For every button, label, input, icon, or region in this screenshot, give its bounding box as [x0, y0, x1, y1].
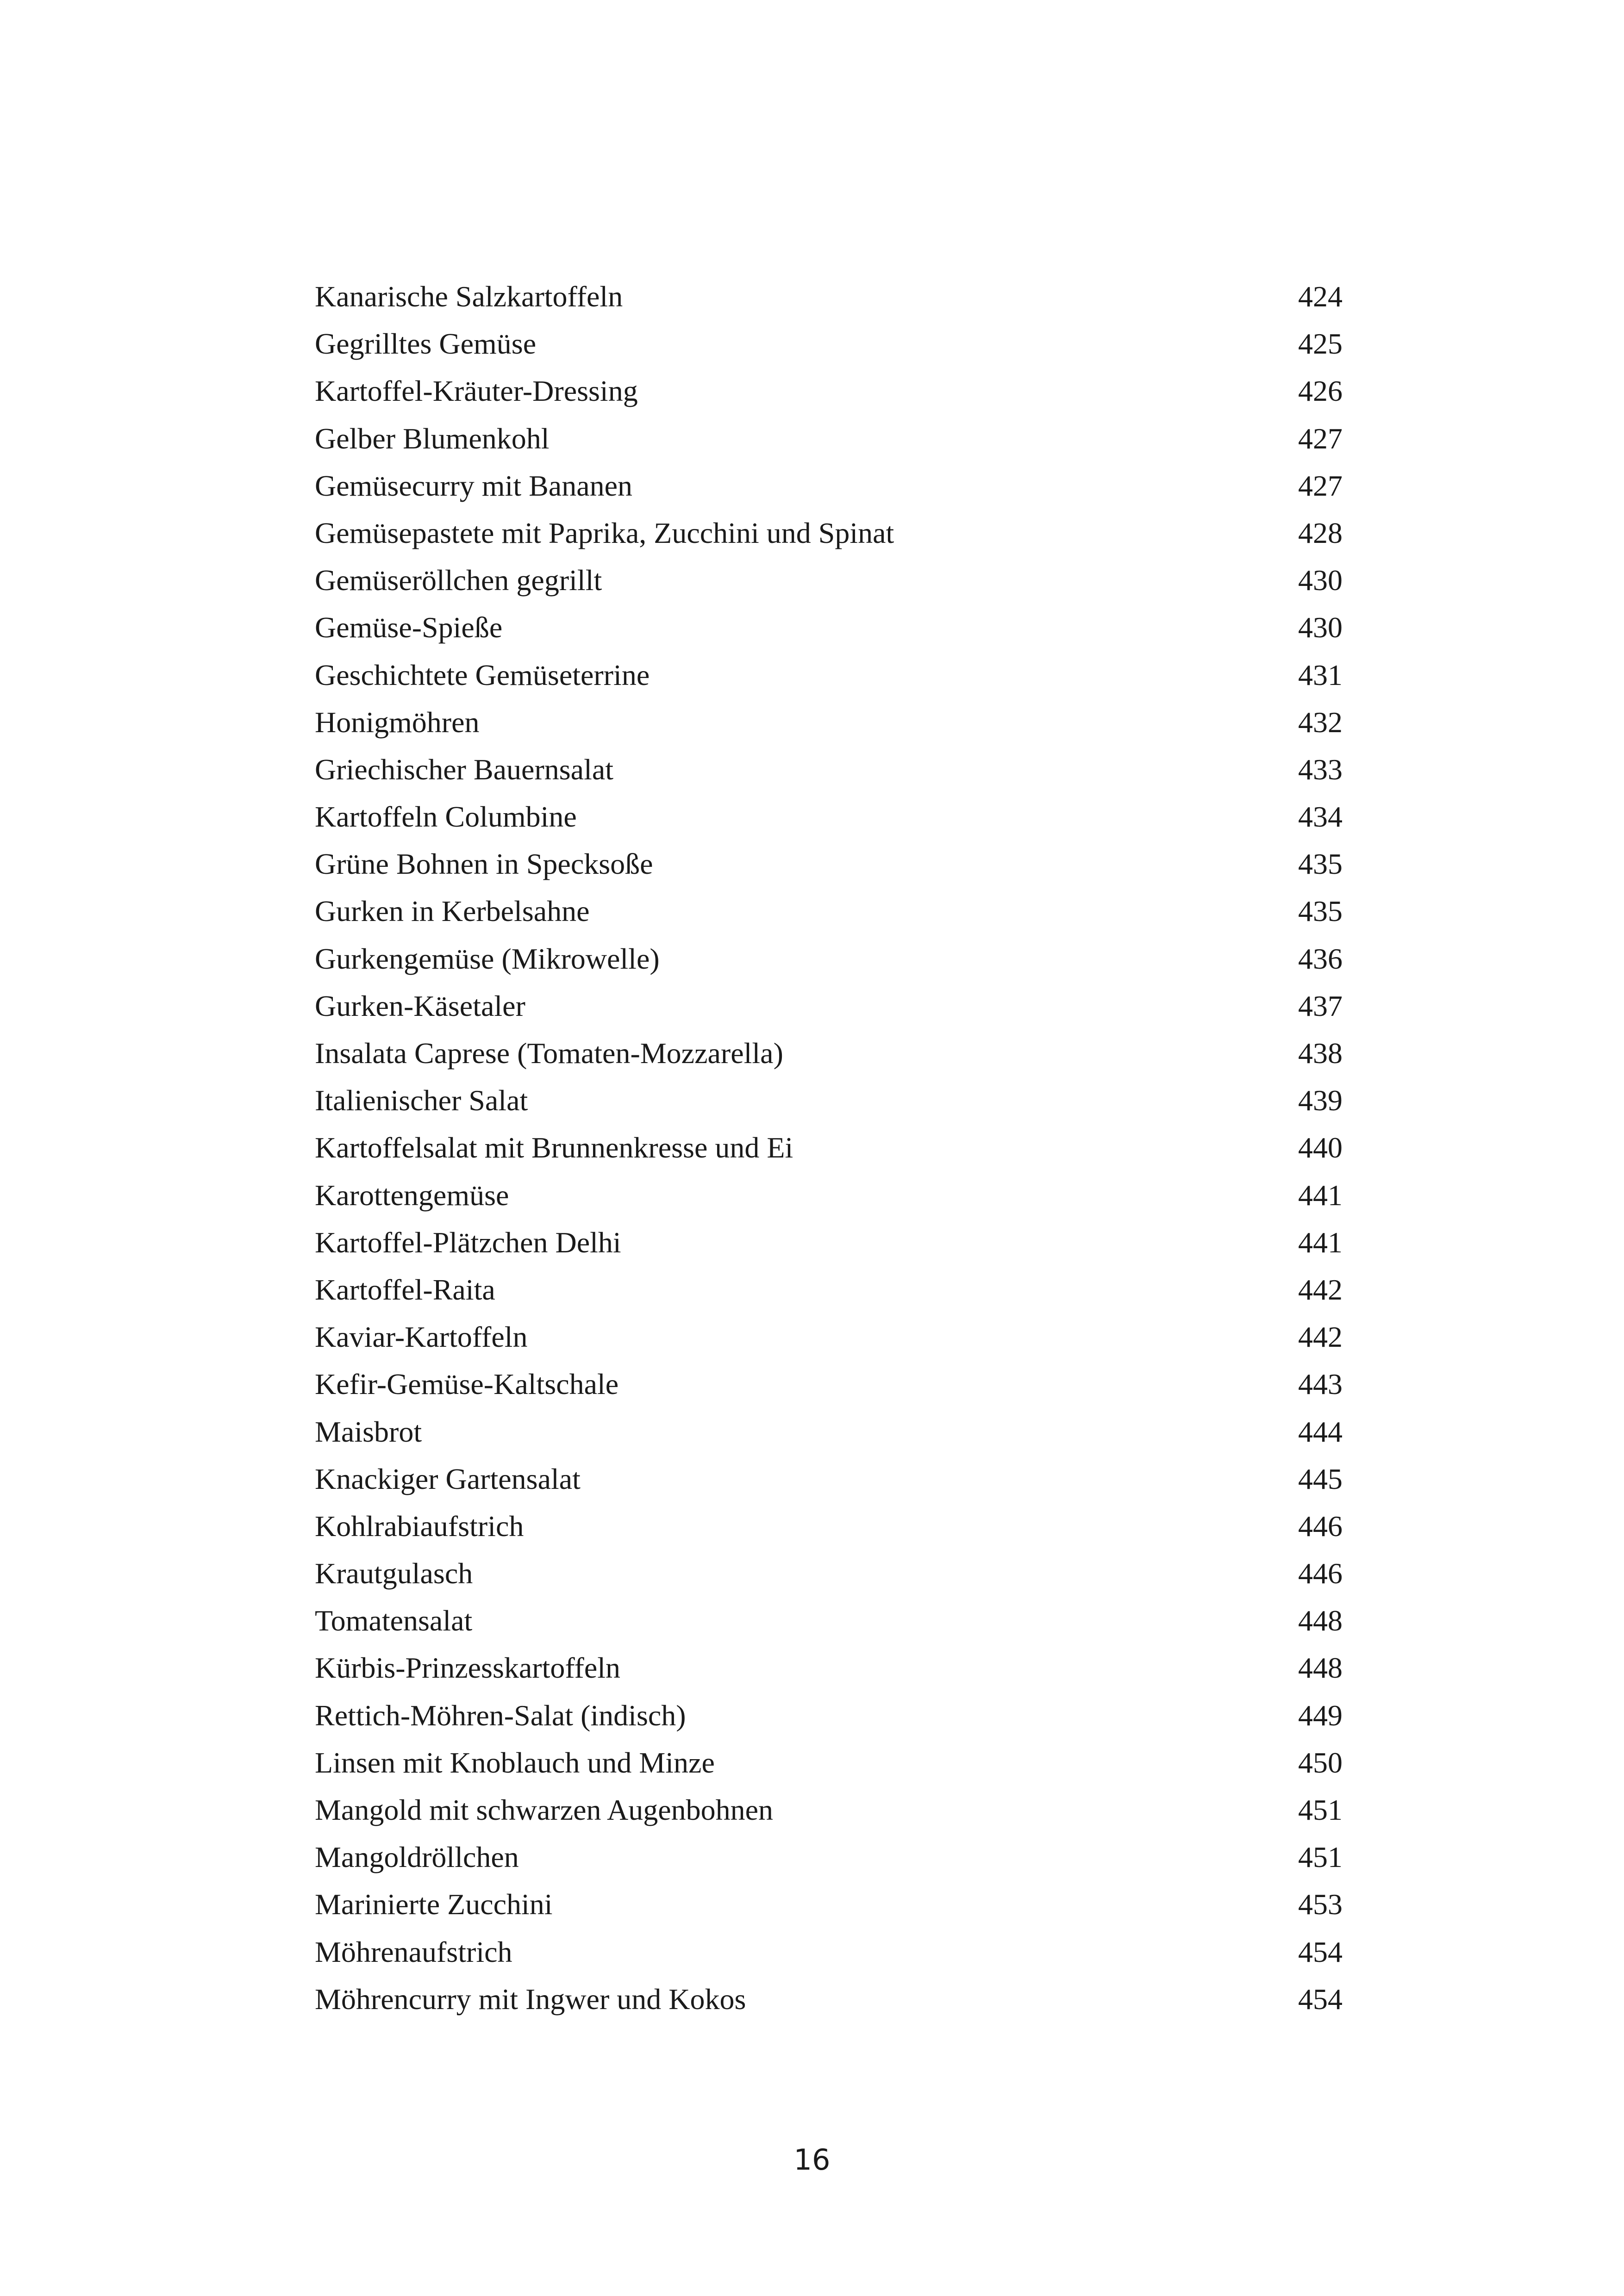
toc-entry	[315, 557, 1343, 604]
toc-entry-title: Gelber Blumenkohl	[315, 422, 550, 455]
toc-entry-title: Kartoffel-Raita	[315, 1273, 495, 1306]
toc-entry-title: Möhrenaufstrich	[315, 1935, 512, 1968]
toc-entry	[315, 510, 1343, 557]
toc-entry-page: 441	[1298, 1178, 1343, 1212]
toc-entry-page: 441	[1298, 1226, 1343, 1259]
toc-entry-title: Kefir-Gemüse-Kaltschale	[315, 1368, 619, 1401]
toc-entry-title: Linsen mit Knoblauch und Minze	[315, 1746, 715, 1779]
toc-entry-title: Kartoffel-Kräuter-Dressing	[315, 374, 638, 408]
table-of-contents	[315, 273, 1343, 2023]
toc-entry-page: 446	[1298, 1557, 1343, 1590]
toc-entry-page: 442	[1298, 1320, 1343, 1354]
toc-entry-page: 451	[1298, 1793, 1343, 1826]
toc-entry	[315, 273, 1343, 320]
toc-entry-title: Kartoffel-Plätzchen Delhi	[315, 1226, 621, 1259]
toc-entry-page: 432	[1298, 705, 1343, 739]
toc-entry	[315, 1266, 1343, 1313]
toc-entry-title: Grüne Bohnen in Specksoße	[315, 847, 653, 881]
toc-entry-title: Gemüsepastete mit Paprika, Zucchini und Spinat	[315, 516, 894, 549]
toc-entry-page: 430	[1298, 564, 1343, 597]
toc-entry	[315, 888, 1343, 935]
toc-entry	[315, 415, 1343, 462]
toc-entry	[315, 935, 1343, 983]
toc-entry	[315, 983, 1343, 1030]
toc-entry	[315, 1408, 1343, 1456]
toc-entry-page: 427	[1298, 422, 1343, 455]
toc-entry	[315, 1124, 1343, 1171]
toc-entry-title: Honigmöhren	[315, 705, 480, 739]
toc-entry-page: 436	[1298, 942, 1343, 975]
toc-entry-page: 426	[1298, 374, 1343, 408]
toc-entry-title: Karottengemüse	[315, 1178, 509, 1212]
toc-entry-title: Gegrilltes Gemüse	[315, 327, 537, 361]
toc-entry	[315, 1219, 1343, 1266]
toc-entry-title: Kaviar-Kartoffeln	[315, 1320, 528, 1354]
toc-entry	[315, 1834, 1343, 1881]
toc-entry-page: 427	[1298, 469, 1343, 502]
toc-entry-page: 448	[1298, 1604, 1343, 1637]
toc-entry	[315, 1172, 1343, 1219]
toc-entry-page: 425	[1298, 327, 1343, 361]
toc-entry	[315, 1077, 1343, 1124]
toc-entry-title: Gurken in Kerbelsahne	[315, 895, 590, 928]
toc-entry-page: 444	[1298, 1415, 1343, 1448]
toc-entry-title: Gurken-Käsetaler	[315, 989, 525, 1022]
toc-entry-page: 424	[1298, 280, 1343, 313]
toc-entry	[315, 1361, 1343, 1408]
toc-entry	[315, 1644, 1343, 1692]
toc-entry	[315, 840, 1343, 888]
toc-entry-title: Geschichtete Gemüseterrine	[315, 658, 650, 691]
toc-entry-page: 454	[1298, 1982, 1343, 2016]
toc-entry	[315, 604, 1343, 651]
toc-entry-page: 438	[1298, 1037, 1343, 1070]
toc-entry-title: Marinierte Zucchini	[315, 1888, 553, 1921]
toc-entry	[315, 320, 1343, 367]
toc-entry-page: 430	[1298, 611, 1343, 644]
toc-entry-title: Rettich-Möhren-Salat (indisch)	[315, 1699, 686, 1732]
toc-entry-title: Italienischer Salat	[315, 1084, 528, 1117]
toc-entry	[315, 1976, 1343, 2023]
toc-entry	[315, 1550, 1343, 1597]
toc-entry-page: 446	[1298, 1509, 1343, 1543]
toc-entry	[315, 1456, 1343, 1503]
toc-entry-title: Tomatensalat	[315, 1604, 473, 1637]
toc-entry	[315, 746, 1343, 793]
toc-entry-page: 454	[1298, 1935, 1343, 1968]
toc-entry-title: Kartoffelsalat mit Brunnenkresse und Ei	[315, 1131, 793, 1164]
toc-entry-title: Knackiger Gartensalat	[315, 1462, 581, 1495]
toc-entry	[315, 793, 1343, 840]
toc-entry	[315, 652, 1343, 699]
toc-entry	[315, 462, 1343, 510]
toc-entry	[315, 1929, 1343, 1976]
toc-entry-title: Krautgulasch	[315, 1557, 473, 1590]
toc-entry-title: Möhrencurry mit Ingwer und Kokos	[315, 1982, 746, 2016]
toc-entry-page: 451	[1298, 1841, 1343, 1874]
page-number: 16	[793, 2143, 831, 2177]
toc-entry	[315, 699, 1343, 746]
toc-entry-page: 431	[1298, 658, 1343, 691]
toc-entry-page: 440	[1298, 1131, 1343, 1164]
toc-entry	[315, 1786, 1343, 1834]
toc-entry-page: 449	[1298, 1699, 1343, 1732]
toc-entry-title: Gemüse-Spieße	[315, 611, 503, 644]
toc-entry-title: Kürbis-Prinzesskartoffeln	[315, 1651, 620, 1685]
toc-entry-page: 442	[1298, 1273, 1343, 1306]
toc-entry-title: Griechischer Bauernsalat	[315, 753, 614, 786]
toc-entry	[315, 1739, 1343, 1786]
toc-entry-page: 434	[1298, 800, 1343, 834]
toc-entry-title: Mangold mit schwarzen Augenbohnen	[315, 1793, 773, 1826]
toc-entry-title: Kanarische Salzkartoffeln	[315, 280, 623, 313]
toc-entry-title: Maisbrot	[315, 1415, 422, 1448]
toc-entry	[315, 1881, 1343, 1928]
toc-entry-page: 435	[1298, 847, 1343, 881]
toc-entry	[315, 1030, 1343, 1077]
toc-entry-title: Kohlrabiaufstrich	[315, 1509, 524, 1543]
toc-entry-title: Mangoldröllchen	[315, 1841, 519, 1874]
toc-entry	[315, 367, 1343, 415]
toc-entry-page: 433	[1298, 753, 1343, 786]
toc-entry-page: 437	[1298, 989, 1343, 1022]
toc-entry-page: 448	[1298, 1651, 1343, 1685]
toc-entry-page: 445	[1298, 1462, 1343, 1495]
toc-entry-page: 439	[1298, 1084, 1343, 1117]
toc-entry	[315, 1313, 1343, 1361]
toc-entry-page: 435	[1298, 895, 1343, 928]
toc-entry-title: Gemüsecurry mit Bananen	[315, 469, 632, 502]
toc-entry-page: 428	[1298, 516, 1343, 549]
toc-entry	[315, 1503, 1343, 1550]
toc-entry-title: Insalata Caprese (Tomaten-Mozzarella)	[315, 1037, 783, 1070]
toc-entry-page: 453	[1298, 1888, 1343, 1921]
toc-entry-title: Kartoffeln Columbine	[315, 800, 577, 834]
toc-entry	[315, 1597, 1343, 1644]
toc-entry-page: 450	[1298, 1746, 1343, 1779]
toc-entry-page: 443	[1298, 1368, 1343, 1401]
toc-entry	[315, 1692, 1343, 1739]
toc-entry-title: Gurkengemüse (Mikrowelle)	[315, 942, 660, 975]
toc-entry-title: Gemüseröllchen gegrillt	[315, 564, 602, 597]
